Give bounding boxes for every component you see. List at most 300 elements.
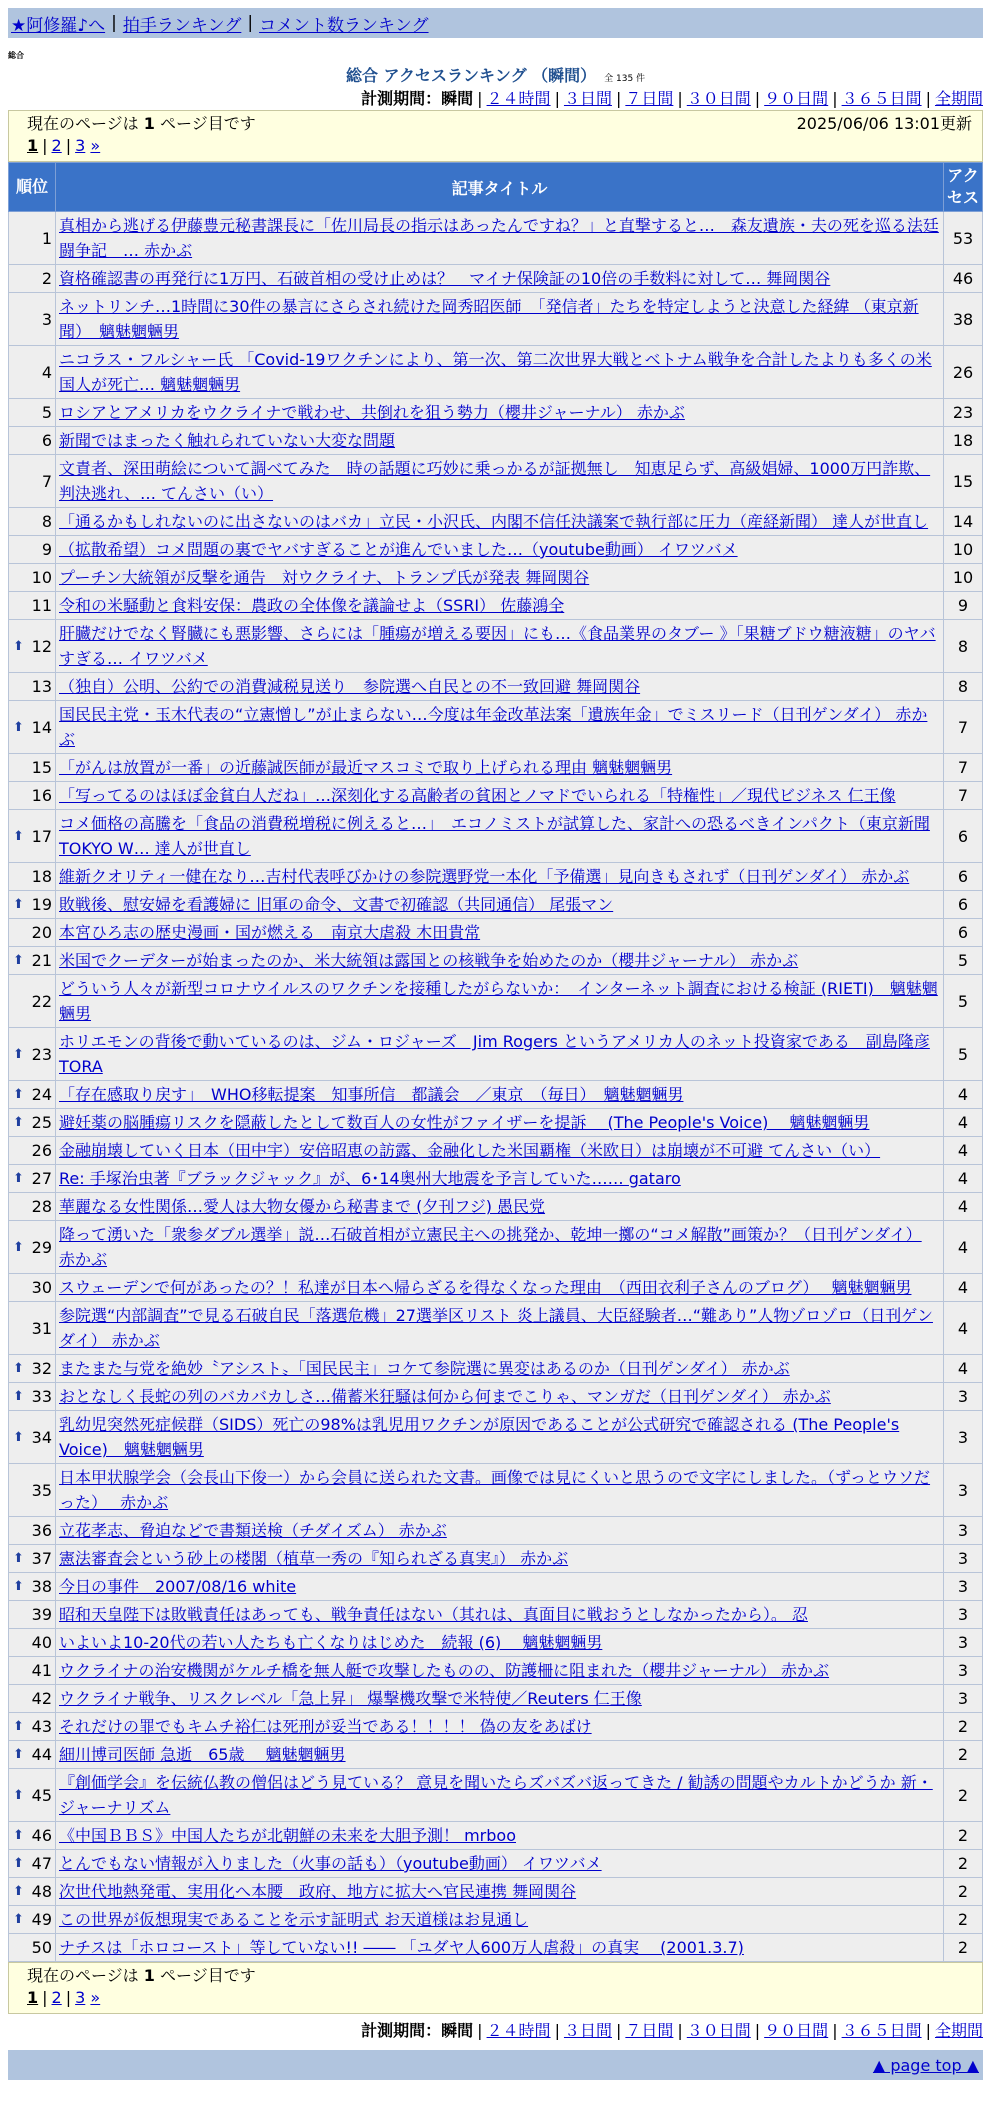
period-option-link[interactable]: ２４時間 <box>486 2021 551 2040</box>
period-option-link[interactable]: ３６５日間 <box>841 89 922 108</box>
rank-number: 45 <box>31 1785 52 1805</box>
rank-cell <box>9 1302 56 1355</box>
title-cell <box>56 1878 944 1906</box>
title-cell <box>56 508 944 536</box>
up-arrow-icon: ⬆ <box>13 1912 24 1927</box>
period-label: 計測期間： <box>361 89 442 108</box>
access-count: 2 <box>944 1906 983 1934</box>
rank-number: 13 <box>31 677 52 696</box>
access-count: 14 <box>944 508 983 536</box>
rank-number: 42 <box>31 1689 52 1708</box>
rank-cell <box>9 346 56 399</box>
rank-cell <box>9 863 56 891</box>
table-row <box>9 1934 983 1962</box>
article-link[interactable]: 今日の事件 2007/08/16 white <box>59 1577 297 1596</box>
page-link[interactable]: 2 <box>51 136 62 155</box>
access-count: 23 <box>944 399 983 427</box>
rank-cell <box>9 620 56 673</box>
rank-number: 9 <box>41 540 52 559</box>
article-link[interactable]: Re: 手塚治虫著『ブラックジャック』が、6･14奥州大地震を予言していた…… gataro <box>59 1169 681 1188</box>
rank-number: 40 <box>31 1633 52 1652</box>
title-cell <box>56 810 944 863</box>
period-option-link[interactable]: ７日間 <box>625 2021 674 2040</box>
article-link[interactable]: 参院選“内部調査”で見る石破自民「落選危機」27選挙区リスト 炎上議員、大臣経験者…“難あり”人物ゾロゾロ（日刊ゲンダイ） 赤かぶ <box>59 1306 933 1350</box>
table-row <box>9 1822 983 1850</box>
article-link[interactable]: （拡散希望）コメ問題の裏でヤバすぎることが進んでいました…（youtube動画） イワツバメ <box>59 540 738 559</box>
title-cell <box>56 1713 944 1741</box>
article-link[interactable]: 維新クオリティ一健在なり…吉村代表呼びかけの参院選野党一本化「予備選」見向きもされず（日刊ゲンダイ） 赤かぶ <box>59 867 910 886</box>
period-option-link[interactable]: 全期間 <box>934 2021 983 2040</box>
period-option-link[interactable]: ９０日間 <box>764 2021 829 2040</box>
page-link[interactable]: 3 <box>75 136 86 155</box>
title-cell <box>56 1464 944 1517</box>
period-separator: | <box>925 89 931 108</box>
title-cell <box>56 1822 944 1850</box>
period-option-link[interactable]: ３日間 <box>563 2021 612 2040</box>
rank-number: 44 <box>31 1745 52 1764</box>
page-title-text: 総合 アクセスランキング （瞬間） <box>345 66 597 85</box>
rank-cell <box>9 1274 56 1302</box>
up-arrow-icon: ⬆ <box>13 1389 24 1404</box>
period-separator: | <box>754 89 761 108</box>
rank-number: 15 <box>31 758 52 777</box>
article-link[interactable]: 肝臓だけでなく腎臓にも悪影響、さらには「腫瘍が増える要因」にも…《食品業界のタブー 》「果糖ブドウ糖液糖」のヤバすぎる… イワツバメ <box>59 624 936 668</box>
rank-number: 18 <box>31 867 52 886</box>
table-row <box>9 1713 983 1741</box>
current-page: 1 <box>27 1988 39 2007</box>
rank-cell <box>9 1850 56 1878</box>
access-count: 3 <box>944 1629 983 1657</box>
rank-cell <box>9 564 56 592</box>
table-row <box>9 399 983 427</box>
article-link[interactable]: 降って湧いた「衆参ダブル選挙」説…石破首相が立憲民主への挑発か、乾坤一擲の“コメ解散”画策か？（日刊ゲンダイ） 赤かぶ <box>59 1225 922 1269</box>
access-count: 10 <box>944 536 983 564</box>
article-link[interactable]: 金融崩壊していく日本（田中宇）安倍昭恵の訪露、金融化した米国覇権（米欧日）は崩壊が不可避 てんさい（い） <box>59 1141 881 1160</box>
title-cell <box>56 1137 944 1165</box>
title-cell <box>56 1934 944 1962</box>
footer-bar <box>8 2050 983 2080</box>
title-cell <box>56 1193 944 1221</box>
rank-number: 31 <box>31 1318 52 1338</box>
article-link[interactable]: 次世代地熱発電、実用化へ本腰 政府、地方に拡大へ官民連携 舞岡関谷 <box>59 1882 577 1901</box>
page-separator: | <box>42 1988 48 2007</box>
period-separator: | <box>477 89 483 108</box>
rank-number: 38 <box>31 1577 52 1596</box>
article-link[interactable]: 新聞ではまったく触れられていない大変な問題 <box>59 431 396 450</box>
rank-cell <box>9 536 56 564</box>
rank-number: 23 <box>31 1044 52 1064</box>
rank-cell <box>9 1545 56 1573</box>
rank-cell <box>9 782 56 810</box>
rank-cell <box>9 1685 56 1713</box>
article-link[interactable]: 国民民主党・玉木代表の“立憲憎し”が止まらない…今度は年金改革法案「遺族年金」でミスリード（日刊ゲンダイ） 赤かぶ <box>59 705 928 749</box>
rank-number: 37 <box>31 1549 52 1568</box>
rank-cell <box>9 508 56 536</box>
period-separator: | <box>554 2021 560 2040</box>
title-cell <box>56 1741 944 1769</box>
page-link[interactable]: 3 <box>75 1988 86 2007</box>
access-count: 6 <box>944 863 983 891</box>
rank-cell <box>9 1165 56 1193</box>
access-count: 3 <box>944 1685 983 1713</box>
article-link[interactable]: 立花孝志、脅迫などで書類送検（チダイズム） 赤かぶ <box>59 1521 447 1540</box>
rank-cell <box>9 455 56 508</box>
rank-number: 27 <box>31 1169 52 1188</box>
title-cell <box>56 1109 944 1137</box>
up-arrow-icon: ⬆ <box>13 828 24 844</box>
rank-cell <box>9 947 56 975</box>
period-separator: | <box>477 2021 483 2040</box>
rank-number: 11 <box>31 596 52 615</box>
access-count: 5 <box>944 1028 983 1081</box>
rank-number: 20 <box>31 923 52 942</box>
rank-number: 43 <box>31 1717 52 1736</box>
access-count: 4 <box>944 1274 983 1302</box>
access-count: 2 <box>944 1769 983 1822</box>
article-link[interactable]: とんでもない情報が入りました（火事の話も）（youtube動画） イワツバメ <box>59 1854 602 1873</box>
pager-bottom <box>8 1962 983 2014</box>
access-count: 7 <box>944 754 983 782</box>
title-cell <box>56 1769 944 1822</box>
table-row <box>9 1193 983 1221</box>
period-label: 計測期間： <box>361 2021 442 2040</box>
article-link[interactable]: 乳幼児突然死症候群（SIDS）死亡の98%は乳児用ワクチンが原因であることが公式研究で確認される (The People's Voice) 魑魅魍魎男 <box>59 1415 900 1459</box>
article-link[interactable]: 「存在感取り戻す」 WHO移転提案 知事所信 都議会 ／東京 （毎日） 魑魅魍魎男 <box>59 1085 684 1104</box>
rank-number: 10 <box>31 568 52 587</box>
article-link[interactable]: ニコラス・フルシャー氏 「Covid-19ワクチンにより、第一次、第二次世界大戦とベトナム戦争を合計したよりも多くの米国人が死亡… 魑魅魍魎男 <box>59 350 932 394</box>
access-count: 26 <box>944 346 983 399</box>
period-option-link[interactable]: ７日間 <box>625 89 674 108</box>
period-option-link[interactable]: ２４時間 <box>486 89 551 108</box>
page-links <box>27 1987 972 2009</box>
access-header: アクセス <box>944 163 983 212</box>
access-count: 2 <box>944 1934 983 1962</box>
table-row <box>9 620 983 673</box>
period-separator: | <box>925 2021 931 2040</box>
up-arrow-icon: ⬆ <box>13 1579 24 1594</box>
next-page-link[interactable]: » <box>90 136 101 155</box>
table-row <box>9 1573 983 1601</box>
rank-cell <box>9 891 56 919</box>
table-row <box>9 1545 983 1573</box>
article-link[interactable]: 『創価学会』を伝統仏教の僧侶はどう見ている？ 意見を聞いたらズバズバ返ってきた / 勧誘の問題やカルトかどうか 新・ジャーナリズム <box>59 1773 933 1817</box>
article-link[interactable]: 細川博司医師 急逝 65歳 魑魅魍魎男 <box>59 1745 346 1764</box>
article-link[interactable]: 「がんは放置が一番」の近藤誠医師が最近マスコミで取り上げられる理由 魑魅魍魎男 <box>59 758 673 777</box>
table-row <box>9 1601 983 1629</box>
access-count: 2 <box>944 1878 983 1906</box>
rank-cell <box>9 810 56 863</box>
up-arrow-icon: ⬆ <box>13 1787 24 1803</box>
table-row <box>9 1081 983 1109</box>
ranking-table-body <box>9 212 983 1962</box>
page-title <box>0 66 991 86</box>
article-link[interactable]: 真相から逃げる伊藤豊元秘書課長に「佐川局長の指示はあったんですね？」と直撃すると… 森友遺族・夫の死を巡る法廷闘争記 … 赤かぶ <box>59 216 939 260</box>
rank-cell <box>9 1629 56 1657</box>
pager-status-page: 1 <box>143 1966 155 1985</box>
access-count: 6 <box>944 810 983 863</box>
rank-cell <box>9 1193 56 1221</box>
up-arrow-icon: ⬆ <box>13 719 24 735</box>
clap-ranking-link[interactable]: 拍手ランキング <box>122 15 242 36</box>
table-row <box>9 1878 983 1906</box>
table-row <box>9 975 983 1028</box>
access-count: 6 <box>944 891 983 919</box>
rank-cell <box>9 212 56 265</box>
article-link[interactable]: ウクライナ戦争、リスクレベル「急上昇」 爆撃機攻撃で米特使／Reuters 仁王像 <box>59 1689 642 1708</box>
article-link[interactable]: どういう人々が新型コロナウイルスのワクチンを接種したがらないか： インターネット調査における検証 (RIETI) 魑魅魍魎男 <box>59 979 938 1023</box>
article-link[interactable]: ロシアとアメリカをウクライナで戦わせ、共倒れを狙う勢力（櫻井ジャーナル） 赤かぶ <box>59 403 685 422</box>
rank-number: 50 <box>31 1938 52 1957</box>
table-row <box>9 673 983 701</box>
title-cell <box>56 1850 944 1878</box>
table-row <box>9 863 983 891</box>
title-cell <box>56 1657 944 1685</box>
title-cell <box>56 1221 944 1274</box>
access-count: 2 <box>944 1822 983 1850</box>
rank-number: 28 <box>31 1197 52 1216</box>
rank-cell <box>9 293 56 346</box>
article-link[interactable]: それだけの罪でもキムチ裕仁は死刑が妥当である！！！！ 偽の友をあばけ <box>59 1717 592 1736</box>
rank-number: 19 <box>31 895 52 914</box>
access-count: 4 <box>944 1302 983 1355</box>
article-link[interactable]: 華麗なる女性関係…愛人は大物女優から秘書まで (夕刊フジ) 愚民党 <box>59 1197 546 1216</box>
rank-cell <box>9 1741 56 1769</box>
article-link[interactable]: 昭和天皇陛下は敗戦責任はあっても、戦争責任はない（其れは、真面目に戦おうとしなかったから）。 忍 <box>59 1605 808 1624</box>
title-cell <box>56 427 944 455</box>
table-row <box>9 1274 983 1302</box>
article-link[interactable]: 「通るかもしれないのに出さないのはバカ」立民・小沢氏、内閣不信任決議案で執行部に圧力（産経新聞） 達人が世直し <box>59 512 929 531</box>
rank-cell <box>9 1517 56 1545</box>
table-row <box>9 782 983 810</box>
title-cell <box>56 592 944 620</box>
table-row <box>9 891 983 919</box>
up-arrow-icon: ⬆ <box>13 1884 24 1899</box>
table-row <box>9 293 983 346</box>
title-cell <box>56 564 944 592</box>
article-link[interactable]: 令和の米騒動と食料安保：農政の全体像を議論せよ（SSRI） 佐藤鴻全 <box>59 596 565 615</box>
comment-ranking-link[interactable]: コメント数ランキング <box>259 15 429 36</box>
article-link[interactable]: 憲法審査会という砂上の楼閣（植草一秀の『知られざる真実』） 赤かぶ <box>59 1549 569 1568</box>
rank-cell <box>9 1137 56 1165</box>
period-option-link[interactable]: ９０日間 <box>764 89 829 108</box>
table-row <box>9 1464 983 1517</box>
article-link[interactable]: 避妊薬の脳腫瘍リスクを隠蔽したとして数百人の女性がファイザーを提訴 (The People's Voice) 魑魅魍魎男 <box>59 1113 870 1132</box>
rank-cell <box>9 1464 56 1517</box>
period-separator: | <box>677 2021 683 2040</box>
rank-cell <box>9 1383 56 1411</box>
period-separator: | <box>832 2021 838 2040</box>
title-header: 記事タイトル <box>56 163 944 212</box>
title-cell <box>56 455 944 508</box>
title-cell <box>56 701 944 754</box>
period-option-link[interactable]: 全期間 <box>934 89 983 108</box>
access-count: 4 <box>944 1109 983 1137</box>
table-row <box>9 1383 983 1411</box>
table-row <box>9 346 983 399</box>
article-link[interactable]: ナチスは「ホロコースト」等していない!! ―― 「ユダヤ人600万人虐殺」の真実 (2001.3.7) <box>59 1938 744 1957</box>
access-count: 3 <box>944 1601 983 1629</box>
rank-cell <box>9 1657 56 1685</box>
period-option-link[interactable]: ３０日間 <box>686 89 751 108</box>
table-row <box>9 1769 983 1822</box>
article-link[interactable]: おとなしく長蛇の列のバカバカしさ…備蓄米狂騒は何から何までこりゃ、マンガだ（日刊ゲンダイ） 赤かぶ <box>59 1387 831 1406</box>
top-nav-bar <box>8 8 983 38</box>
rank-number: 41 <box>31 1661 52 1680</box>
rank-number: 24 <box>31 1085 52 1104</box>
table-row <box>9 1165 983 1193</box>
period-option-link[interactable]: ３０日間 <box>686 2021 751 2040</box>
period-option-link[interactable]: ３日間 <box>563 89 612 108</box>
period-option-link[interactable]: ３６５日間 <box>841 2021 922 2040</box>
rank-number: 6 <box>41 431 52 450</box>
period-separator: | <box>615 2021 622 2040</box>
title-cell <box>56 754 944 782</box>
article-link[interactable]: 資格確認書の再発行に1万円、石破首相の受け止めは？ マイナ保険証の10倍の手数料に対して… 舞岡関谷 <box>59 269 831 288</box>
rank-number: 16 <box>31 786 52 805</box>
page-top-link[interactable]: ▲ page top ▲ <box>872 2055 979 2075</box>
table-row <box>9 508 983 536</box>
rank-number: 3 <box>41 309 52 329</box>
table-row <box>9 265 983 293</box>
nav-separator: | <box>111 13 117 33</box>
table-row <box>9 1517 983 1545</box>
access-count: 10 <box>944 564 983 592</box>
current-page: 1 <box>27 136 39 155</box>
article-link[interactable]: 米国でクーデターが始まったのか、米大統領は露国との核戦争を始めたのか（櫻井ジャーナル） 赤かぶ <box>59 951 799 970</box>
article-link[interactable]: この世界が仮想現実であることを示す証明式 お天道様はお見通し <box>59 1910 529 1929</box>
article-link[interactable]: コメ価格の高騰を「食品の消費税増税に例えると…」 エコノミストが試算した、家計への恐るべきインパクト（東京新聞TOKYO W… 達人が世直し <box>59 814 930 858</box>
article-link[interactable]: 敗戦後、慰安婦を看護婦に 旧軍の命令、文書で初確認（共同通信） 尾張マン <box>59 895 614 914</box>
rank-number: 36 <box>31 1521 52 1540</box>
rank-number: 21 <box>31 951 52 970</box>
access-count: 9 <box>944 592 983 620</box>
article-link[interactable]: 「写ってるのはほぼ金貧白人だね」…深刻化する高齢者の貧困とノマドでいられる「特権性」／現代ビジネス 仁王像 <box>59 786 896 805</box>
article-link[interactable]: 本宮ひろ志の歴史漫画・国が燃える 南京大虐殺 木田貴常 <box>59 923 481 942</box>
article-link[interactable]: ウクライナの治安機関がケルチ橋を無人艇で攻撃したものの、防護柵に阻まれた（櫻井ジャーナル） 赤かぶ <box>59 1661 830 1680</box>
table-row <box>9 1355 983 1383</box>
up-arrow-icon: ⬆ <box>13 1239 24 1255</box>
article-link[interactable]: （独自）公明、公約での消費減税見送り 参院選へ自民との不一致回避 舞岡関谷 <box>59 677 641 696</box>
bottom-spacer <box>0 2080 991 2120</box>
rank-number: 29 <box>31 1237 52 1257</box>
rank-cell <box>9 975 56 1028</box>
page-links <box>27 135 972 157</box>
pager-status-suffix: ページ目です <box>160 1966 256 1985</box>
access-count: 38 <box>944 293 983 346</box>
pager-top <box>8 110 983 162</box>
period-current: 瞬間 <box>441 2021 474 2040</box>
rank-number: 49 <box>31 1910 52 1929</box>
rank-cell <box>9 592 56 620</box>
rank-number: 2 <box>41 269 52 288</box>
table-row <box>9 212 983 265</box>
rank-cell <box>9 265 56 293</box>
table-header-row <box>9 163 983 212</box>
category-label: 総合 <box>8 51 24 60</box>
table-row <box>9 754 983 782</box>
article-link[interactable]: いよいよ10-20代の若い人たちも亡くなりはじめた 続報 (6) 魑魅魍魎男 <box>59 1633 603 1652</box>
rank-number: 35 <box>31 1480 52 1500</box>
rank-number: 5 <box>41 403 52 422</box>
rank-cell <box>9 1601 56 1629</box>
pager-status-prefix: 現在のページは <box>27 1966 139 1985</box>
rank-cell <box>9 1713 56 1741</box>
next-page-link[interactable]: » <box>90 1988 101 2007</box>
page-separator: | <box>65 136 72 155</box>
access-count: 7 <box>944 782 983 810</box>
article-link[interactable]: スウェーデンで何があったの？！私達が日本へ帰らざるを得なくなった理由 （西田衣利子さんのブログ） 魑魅魍魎男 <box>59 1278 912 1297</box>
title-cell <box>56 1601 944 1629</box>
access-count: 46 <box>944 265 983 293</box>
table-row <box>9 919 983 947</box>
title-cell <box>56 1274 944 1302</box>
access-count: 4 <box>944 1081 983 1109</box>
access-count: 5 <box>944 947 983 975</box>
title-cell <box>56 265 944 293</box>
access-count: 2 <box>944 1713 983 1741</box>
rank-number: 1 <box>41 228 52 248</box>
title-cell <box>56 673 944 701</box>
rank-header: 順位 <box>9 163 56 212</box>
up-arrow-icon: ⬆ <box>13 1087 24 1102</box>
up-arrow-icon: ⬆ <box>13 1429 24 1445</box>
table-row <box>9 701 983 754</box>
rank-number: 30 <box>31 1278 52 1297</box>
title-cell <box>56 346 944 399</box>
title-cell <box>56 536 944 564</box>
table-row <box>9 1028 983 1081</box>
page-link[interactable]: 2 <box>51 1988 62 2007</box>
title-cell <box>56 620 944 673</box>
table-row <box>9 1657 983 1685</box>
title-cell <box>56 1028 944 1081</box>
title-cell <box>56 975 944 1028</box>
home-link[interactable]: ★阿修羅♪へ <box>11 15 106 36</box>
pager-status-page: 1 <box>143 114 155 133</box>
access-count: 3 <box>944 1545 983 1573</box>
rank-cell <box>9 1934 56 1962</box>
page-separator: | <box>42 136 48 155</box>
rank-number: 39 <box>31 1605 52 1624</box>
article-link[interactable]: ネットリンチ…1時間に30件の暴言にさらされ続けた岡秀昭医師 「発信者」たちを特定しようと決意した経緯 （東京新聞） 魑魅魍魎男 <box>59 297 919 341</box>
table-row <box>9 810 983 863</box>
access-count: 3 <box>944 1464 983 1517</box>
access-count: 8 <box>944 673 983 701</box>
period-separator: | <box>677 89 683 108</box>
access-count: 18 <box>944 427 983 455</box>
article-link[interactable]: 《中国ＢＢＳ》中国人たちが北朝鮮の未来を大胆予測！ mrboo <box>59 1826 516 1845</box>
article-link[interactable]: またまた与党を絶妙〝アシスト〟「国民民主」コケて参院選に異変はあるのか（日刊ゲンダイ） 赤かぶ <box>59 1359 790 1378</box>
up-arrow-icon: ⬆ <box>13 1747 24 1762</box>
access-count: 2 <box>944 1850 983 1878</box>
article-link[interactable]: 日本甲状腺学会（会長山下俊一）から会員に送られた文書。画像では見にくいと思うので文字にしました。（ずっとウソだった） 赤かぶ <box>59 1468 931 1512</box>
article-link[interactable]: プーチン大統領が反撃を通告 対ウクライナ、トランプ氏が発表 舞岡関谷 <box>59 568 590 587</box>
table-row <box>9 592 983 620</box>
article-link[interactable]: ホリエモンの背後で動いているのは、ジム・ロジャーズ Jim Rogers というアメリカ人のネット投資家である 副島隆彦 TORA <box>59 1032 930 1076</box>
access-count: 4 <box>944 1221 983 1274</box>
table-row <box>9 1906 983 1934</box>
total-count: 全 135 件 <box>604 74 646 84</box>
up-arrow-icon: ⬆ <box>13 953 24 968</box>
rank-cell <box>9 1573 56 1601</box>
rank-number: 8 <box>41 512 52 531</box>
pager-status <box>27 113 256 135</box>
rank-number: 47 <box>31 1854 52 1873</box>
title-cell <box>56 1906 944 1934</box>
access-count: 5 <box>944 975 983 1028</box>
rank-cell <box>9 701 56 754</box>
article-link[interactable]: 文責者、深田萌絵について調べてみた 時の話題に巧妙に乗っかるが証拠無し 知恵足らず、高級娼婦、1000万円詐欺、判決逃れ、… てんさい（い） <box>59 459 931 503</box>
